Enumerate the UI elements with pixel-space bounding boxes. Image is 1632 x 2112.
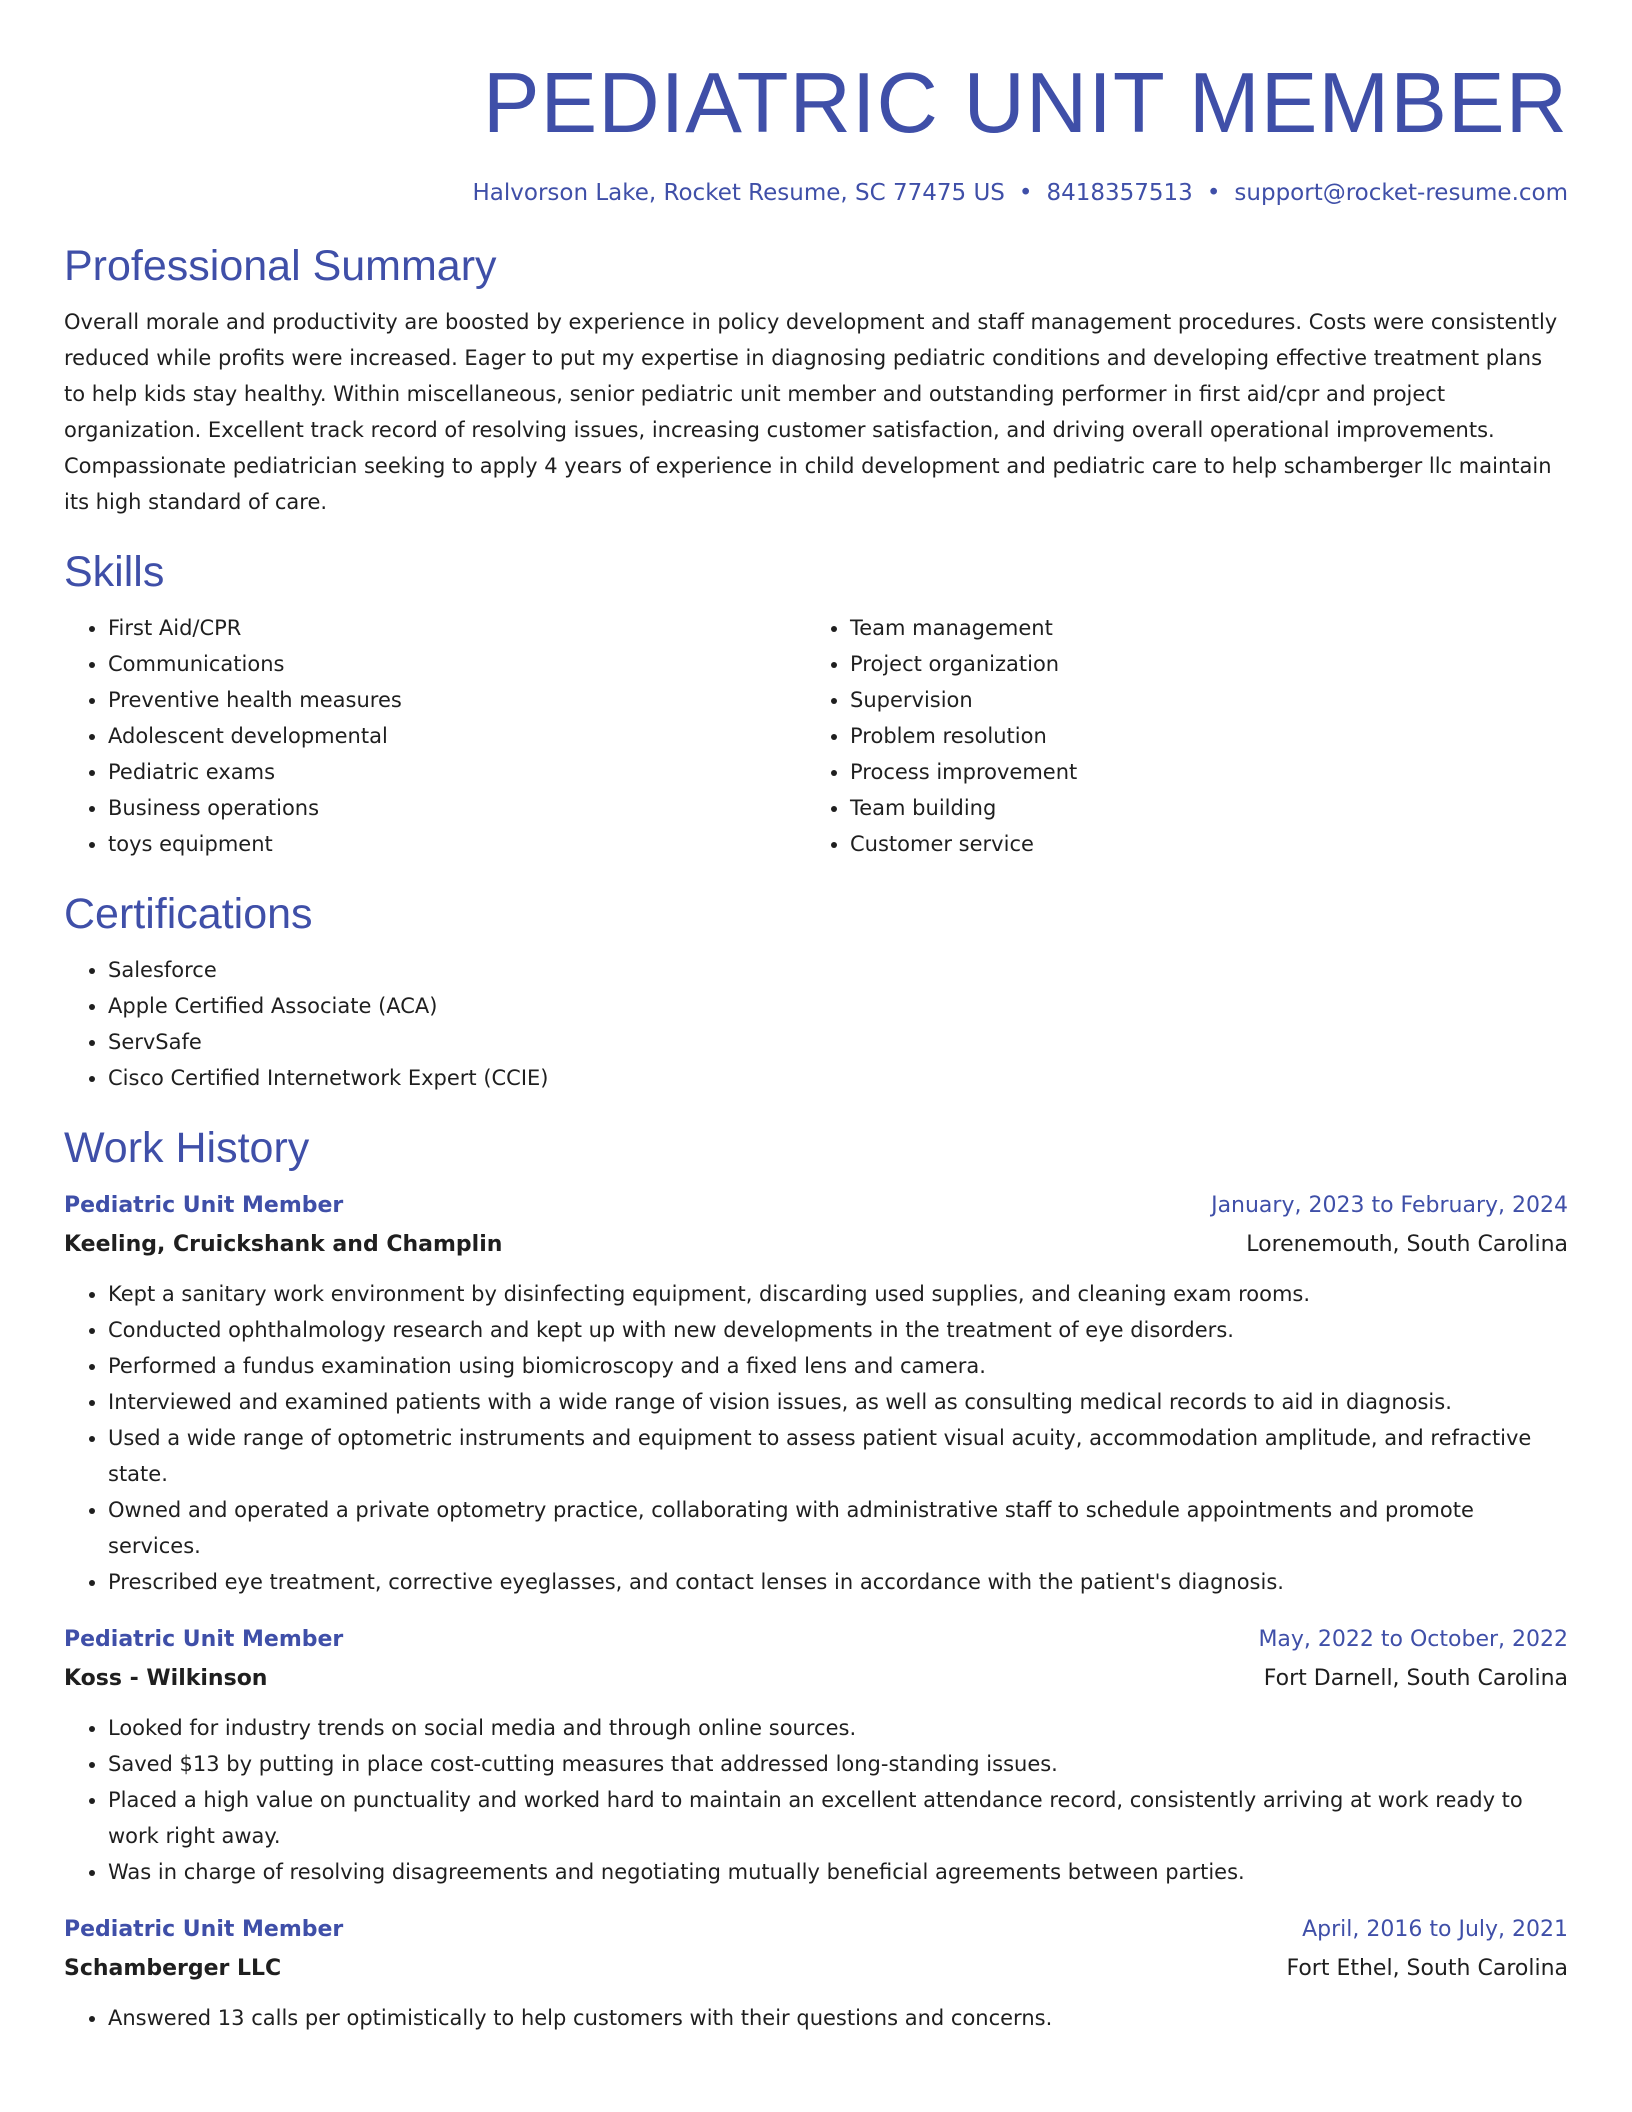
skill-item: • Communications	[108, 646, 806, 682]
skill-item: • Problem resolution	[850, 718, 1548, 754]
job-bullets	[64, 2000, 1568, 2036]
job-bullets	[64, 1710, 1568, 1890]
job-company: Keeling, Cruickshank and Champlin	[64, 1232, 503, 1257]
job-bullet: • Owned and operated a private optometry practice, collaborating with administrative staff to schedule appointments and promote services.	[108, 1492, 1568, 1564]
job-bullet: • Prescribed eye treatment, corrective eyeglasses, and contact lenses in accordance with the patient's diagnosis.	[108, 1564, 1568, 1600]
certification-item: • Apple Certified Associate (ACA)	[108, 988, 1568, 1024]
skill-item: • Project organization	[850, 646, 1548, 682]
job-bullet: • Saved $13 by putting in place cost-cutting measures that addressed long-standing issues.	[108, 1746, 1568, 1782]
contact-line	[64, 178, 1568, 208]
job-bullet: • Performed a fundus examination using biomicroscopy and a fixed lens and camera.	[108, 1348, 1568, 1384]
contact-email: support@rocket-resume.com	[1234, 180, 1568, 206]
job-dates: April, 2016 to July, 2021	[1302, 1917, 1568, 1942]
skill-item: • Customer service	[850, 826, 1548, 862]
job-company-row	[64, 1950, 1568, 1988]
job-company-row	[64, 1660, 1568, 1698]
job-bullet: • Answered 13 calls per optimistically to help customers with their questions and concerns.	[108, 2000, 1568, 2036]
job-company-row	[64, 1226, 1568, 1264]
skill-item: • Adolescent developmental	[108, 718, 806, 754]
contact-address: Halvorson Lake, Rocket Resume, SC 77475 US	[472, 180, 1005, 206]
skill-item: • Team building	[850, 790, 1548, 826]
summary-text: Overall morale and productivity are boosted by experience in policy development and staff management procedures. Costs were consistently reduced while profits were increased. Eager to put my expertise in diagnosing pediatric conditions and developing effective treatment plans to help kids stay healthy. Within miscellaneous, senior pediatric unit member and outstanding performer in first aid/cpr and project organization. Excellent track record of resolving issues, increasing customer satisfaction, and driving overall operational improvements. Compassionate pediatrician seeking to apply 4 years of experience in child development and pediatric care to help schamberger llc maintain its high standard of care.	[64, 310, 1558, 514]
work-history-section	[64, 1122, 1568, 2036]
job-bullet: • Was in charge of resolving disagreements and negotiating mutually beneficial agreements between parties.	[108, 1854, 1568, 1890]
skills-column-left	[64, 610, 806, 862]
certifications-section	[64, 888, 1568, 1096]
job-bullets	[64, 1276, 1568, 1600]
job-company: Koss - Wilkinson	[64, 1666, 268, 1691]
skill-item: • Business operations	[108, 790, 806, 826]
contact-separator: •	[1206, 180, 1221, 206]
skills-heading: Skills	[64, 548, 165, 596]
job-location: Fort Darnell, South Carolina	[1263, 1666, 1568, 1691]
certification-item: • Cisco Certified Internetwork Expert (CCIE)	[108, 1060, 1568, 1096]
skill-item: • Process improvement	[850, 754, 1548, 790]
summary-section	[64, 240, 1568, 520]
skill-item: • Team management	[850, 610, 1548, 646]
skill-item: • First Aid/CPR	[108, 610, 806, 646]
job-location: Fort Ethel, South Carolina	[1286, 1956, 1568, 1981]
certifications-heading: Certifications	[64, 890, 313, 938]
certifications-list	[64, 952, 1568, 1096]
job-location: Lorenemouth, South Carolina	[1246, 1232, 1568, 1257]
job-title: Pediatric Unit Member	[64, 1917, 344, 1942]
job-title-row	[64, 1620, 1568, 1660]
job-title-row	[64, 1186, 1568, 1226]
job-title-row	[64, 1910, 1568, 1950]
skills-section	[64, 546, 1568, 862]
job-entry	[64, 1620, 1568, 1890]
work-history-heading: Work History	[64, 1124, 310, 1172]
job-dates: January, 2023 to February, 2024	[1211, 1193, 1568, 1218]
candidate-name: PEDIATRIC UNIT MEMBER	[482, 56, 1568, 151]
job-bullet: • Looked for industry trends on social media and through online sources.	[108, 1710, 1568, 1746]
job-title: Pediatric Unit Member	[64, 1627, 344, 1652]
job-entry	[64, 1910, 1568, 2036]
contact-separator: •	[1018, 180, 1033, 206]
skill-item: • toys equipment	[108, 826, 806, 862]
contact-phone: 8418357513	[1046, 180, 1193, 206]
job-bullet: • Interviewed and examined patients with a wide range of vision issues, as well as consulting medical records to aid in diagnosis.	[108, 1384, 1568, 1420]
skill-item: • Supervision	[850, 682, 1548, 718]
skills-grid	[64, 610, 1568, 862]
summary-heading: Professional Summary	[64, 242, 497, 290]
job-bullet: • Conducted ophthalmology research and kept up with new developments in the treatment of eye disorders.	[108, 1312, 1568, 1348]
skills-column-right	[806, 610, 1548, 862]
job-entry	[64, 1186, 1568, 1600]
job-bullet: • Placed a high value on punctuality and worked hard to maintain an excellent attendance record, consistently arriving at work ready to work right away.	[108, 1782, 1568, 1854]
certification-item: • ServSafe	[108, 1024, 1568, 1060]
job-dates: May, 2022 to October, 2022	[1258, 1627, 1568, 1652]
job-company: Schamberger LLC	[64, 1956, 282, 1981]
skill-item: • Preventive health measures	[108, 682, 806, 718]
job-title: Pediatric Unit Member	[64, 1193, 344, 1218]
job-bullet: • Kept a sanitary work environment by disinfecting equipment, discarding used supplies, and cleaning exam rooms.	[108, 1276, 1568, 1312]
certification-item: • Salesforce	[108, 952, 1568, 988]
resume-header	[64, 0, 1568, 208]
skill-item: • Pediatric exams	[108, 754, 806, 790]
job-bullet: • Used a wide range of optometric instruments and equipment to assess patient visual acuity, accommodation amplitude, and refractive state.	[108, 1420, 1568, 1492]
